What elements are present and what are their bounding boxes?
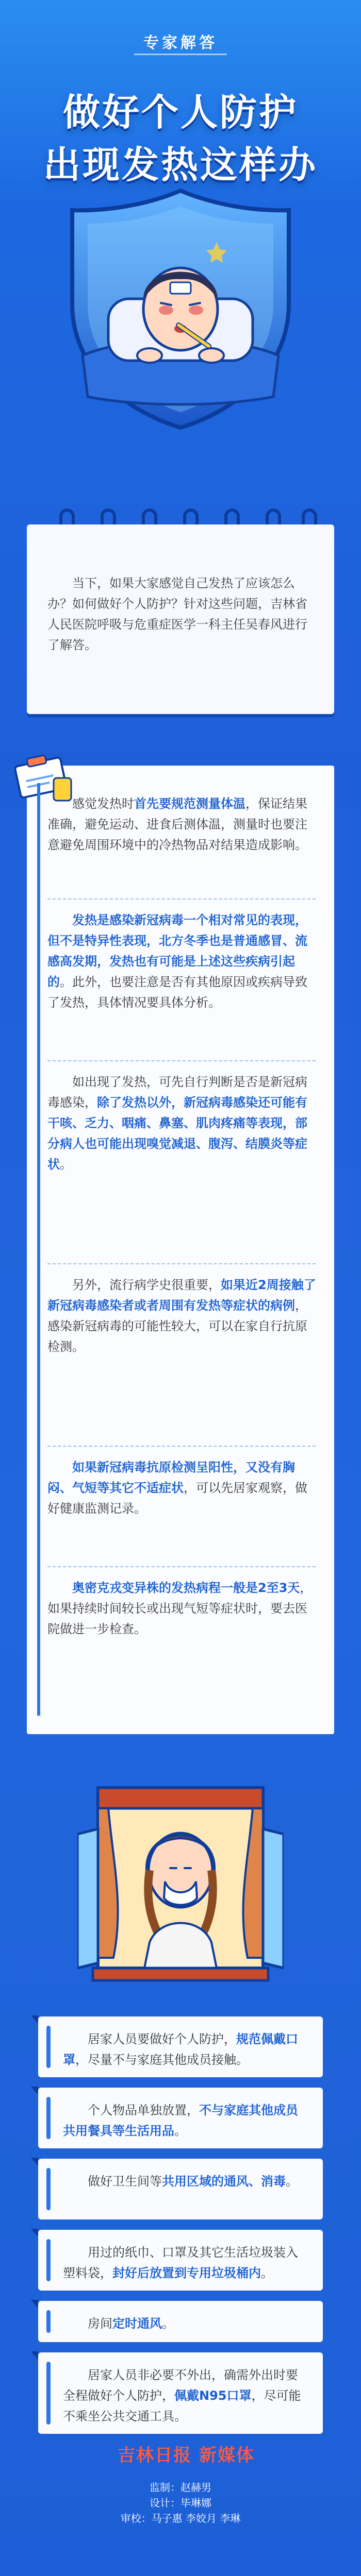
tip-card: [38, 2088, 323, 2148]
tip-card: [38, 2159, 323, 2219]
corner-fold: [31, 2229, 38, 2237]
page-title-line1: 做好个人防护: [62, 91, 298, 134]
text: 居家人员非必要不外出，确需外出时要全程做好个人防护，: [63, 2368, 298, 2403]
tip-bar: [46, 2026, 51, 2068]
tip-bar: [46, 2239, 51, 2281]
text: 居家人员要做好个人防护，: [88, 2032, 236, 2046]
highlight: 除了发热以外，新冠病毒感染还可能有干咳、乏力、咽痛、鼻塞、肌肉疼痛等表现，部分病人也可能出现嗅觉减退、腹泻、结膜炎等症状: [47, 1095, 307, 1172]
divider: [47, 899, 316, 900]
text: 做好卫生间等: [88, 2174, 162, 2189]
tip-bar: [46, 2168, 51, 2210]
text: 个人物品单独放置，: [88, 2103, 199, 2117]
tip-card: [38, 2352, 323, 2434]
text: ，保证结果准确，避免运动、进食后测体温，测量时也要注意避免周围环境中的冷热物品对结果造成影响。: [47, 796, 307, 852]
text: ，可以先居家观察，做好健康监测记录。: [47, 1481, 307, 1516]
highlight: 共用区域的通风、消毒: [162, 2174, 286, 2189]
tip-text: [63, 2313, 305, 2334]
corner-fold: [31, 2087, 38, 2095]
divider: [47, 1566, 316, 1567]
tip-text: [63, 2100, 305, 2141]
text: ，尽可能不乘坐公共交通工具。: [63, 2388, 301, 2424]
divider: [47, 1060, 316, 1061]
highlight: 不与家庭其他成员共用餐具等生活用品: [63, 2103, 298, 2138]
article-paragraph-3: [47, 1072, 317, 1175]
divider: [47, 1263, 316, 1264]
credit-supervisor: 监制：赵赫男: [150, 2481, 211, 2494]
tip-text: [63, 2365, 305, 2427]
tip-card: [38, 2230, 323, 2291]
divider: [47, 1446, 316, 1447]
sick-child-shield-illustration: [46, 185, 315, 433]
article-paragraph-4: [47, 1275, 317, 1357]
credit-reviewers: 审校：马子惠 李姣月 李琳: [120, 2512, 241, 2524]
text: 用过的纸巾、口罩及其它生活垃圾装入塑料袋，: [63, 2245, 298, 2280]
text: 。: [162, 2316, 174, 2331]
article-paragraph-6: [47, 1578, 317, 1639]
text: ，感染新冠病毒的可能性较大，可以在家自行抗原检测。: [47, 1298, 307, 1354]
hero-tag: 专家解答: [143, 34, 218, 52]
credit-designer: 设计：毕琳娜: [150, 2497, 211, 2509]
text: ，如果持续时间较长或出现气短等症状时，要去医院做进一步检查。: [47, 1581, 313, 1636]
highlight: 封好后放置到专用垃圾桶内: [112, 2266, 261, 2280]
divider: [134, 54, 227, 55]
tip-card: [38, 2016, 323, 2077]
highlight: 发热是感染新冠病毒一个相对常见的表现，但不是特异性表现，北方冬季也是普通感冒、流感高发期，发热也有可能是上述这些疾病引起的: [47, 913, 307, 989]
highlight: 定时通风: [112, 2316, 162, 2331]
tip-bar: [46, 2097, 51, 2139]
article-side-bar: [37, 783, 40, 1716]
highlight: 首先要规范测量体温: [134, 796, 245, 811]
article-paragraph-2: [47, 910, 317, 1013]
text: 另外，流行病学史很重要，: [72, 1278, 221, 1292]
tip-text: [63, 2171, 305, 2192]
highlight: 如果近2周接触了新冠病毒感染者或者周围有发热等症状的病例: [47, 1278, 316, 1313]
text: 感觉发热时: [72, 796, 134, 811]
corner-fold: [31, 2351, 38, 2360]
intro-text: 当下，如果大家感觉自己发热了应该怎么办？如何做好个人防护？针对这些问题，吉林省人民医院呼吸与危重症医学一科主任吴春风进行了解答。: [47, 576, 307, 652]
corner-fold: [31, 2015, 38, 2024]
corner-fold: [31, 2158, 38, 2166]
page-title-line2: 出现发热这样办: [43, 143, 318, 187]
text: 。: [174, 2124, 187, 2138]
article-paragraph-1: [47, 793, 317, 855]
tip-card: [38, 2301, 323, 2342]
text: 。: [286, 2174, 298, 2189]
tip-bar: [46, 2310, 51, 2333]
highlight: 奥密克戎变异株的发热病程一般是2至3天: [72, 1581, 300, 1595]
tip-text: [63, 2029, 305, 2070]
text: 如出现了发热，可先自行判断是否是新冠病毒感染，: [47, 1075, 307, 1110]
text: 。此外，也要注意是否有其他原因或疾病导致了发热，具体情况要具体分析。: [47, 975, 307, 1010]
tip-text: [63, 2242, 305, 2283]
text: 。: [60, 1157, 72, 1172]
text: 。: [261, 2266, 273, 2280]
highlight: 规范佩戴口罩: [63, 2032, 298, 2067]
text: ，尽量不与家庭其他成员接触。: [75, 2053, 249, 2067]
text: 房间: [88, 2316, 112, 2331]
tip-bar: [46, 2362, 51, 2425]
corner-fold: [31, 2300, 38, 2308]
article-paragraph-5: [47, 1457, 317, 1519]
hero: [0, 0, 361, 453]
masked-woman-window-illustration: [77, 1772, 284, 1989]
publisher-logo: 吉林日报 新媒体: [118, 2445, 255, 2466]
highlight: 如果新冠病毒抗原检测呈阳性，又没有胸闷、气短等其它不适症状: [47, 1460, 295, 1495]
highlight: 佩戴N95口罩: [174, 2388, 252, 2403]
